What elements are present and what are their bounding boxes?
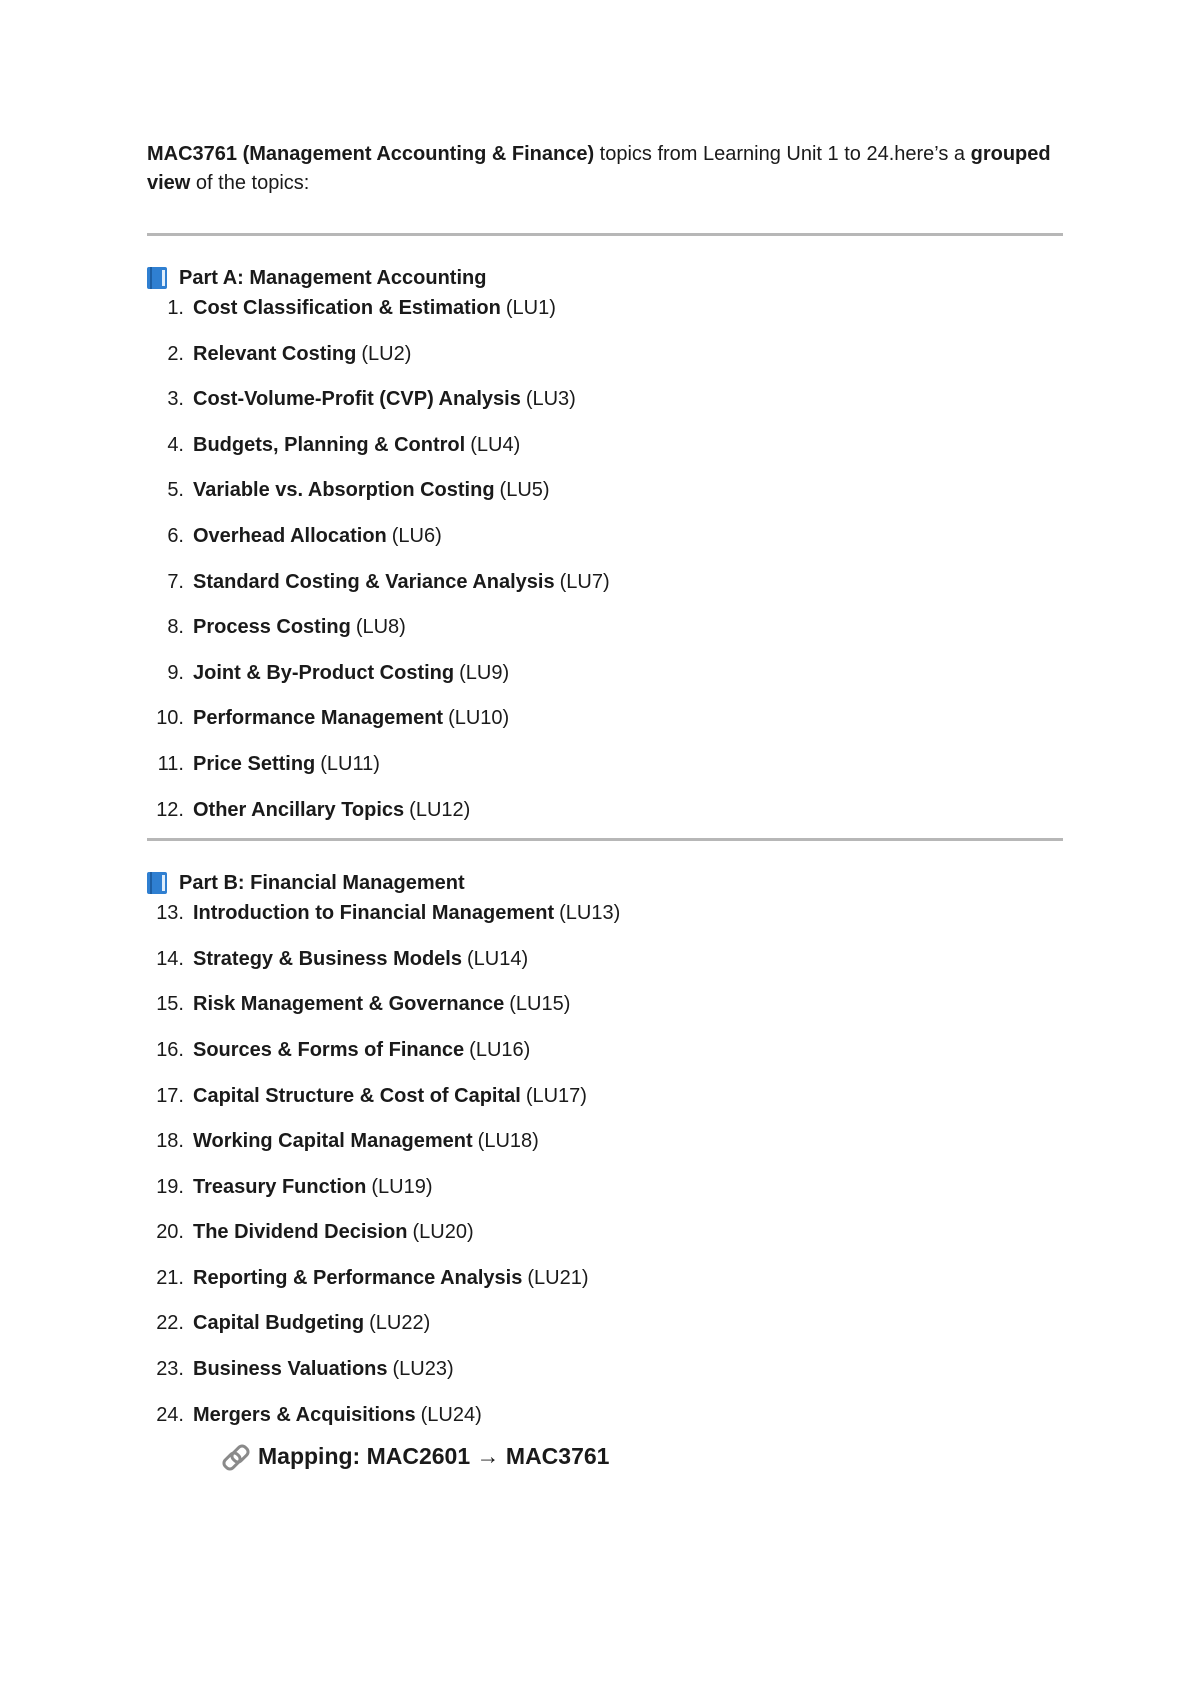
- topic-title: Standard Costing & Variance Analysis: [193, 570, 555, 593]
- topic-list-item: [147, 749, 1063, 795]
- learning-unit-code: (LU10): [448, 707, 510, 730]
- topic-list-item: [147, 339, 1063, 385]
- part-b-title: Part B: Financial Management: [179, 871, 465, 894]
- topic-title: The Dividend Decision: [193, 1221, 408, 1244]
- topic-number: 17.: [156, 1084, 184, 1107]
- document-page: [147, 140, 1063, 1473]
- topic-number: 6.: [167, 524, 184, 547]
- topic-title: Sources & Forms of Finance: [193, 1038, 465, 1061]
- part-a-heading: [147, 263, 1063, 293]
- divider: [147, 233, 1063, 236]
- blue-book-icon: [147, 872, 167, 894]
- topic-title: Risk Management & Governance: [193, 993, 505, 1016]
- intro-text: topics from Learning Unit 1 to 24.here’s a: [594, 143, 971, 165]
- topic-list-item: [147, 944, 1063, 990]
- mapping-title: Mapping: MAC2601 → MAC3761: [258, 1442, 610, 1469]
- topic-list-item: [147, 1172, 1063, 1218]
- topic-list-item: [147, 612, 1063, 658]
- topic-list-item: [147, 430, 1063, 476]
- topic-title: Variable vs. Absorption Costing: [193, 479, 495, 502]
- topic-number: 5.: [167, 479, 184, 502]
- topic-list-item: [147, 1035, 1063, 1081]
- blue-book-icon: [147, 267, 167, 289]
- topic-number: 13.: [156, 902, 184, 925]
- topic-number: 20.: [156, 1221, 184, 1244]
- learning-unit-code: (LU23): [392, 1358, 454, 1381]
- topic-list-item: [147, 293, 1063, 339]
- learning-unit-code: (LU19): [371, 1175, 433, 1198]
- topic-number: 19.: [156, 1175, 184, 1198]
- learning-unit-code: (LU15): [509, 993, 571, 1016]
- topic-list-item: [147, 521, 1063, 567]
- topic-number: 2.: [167, 342, 184, 365]
- learning-unit-code: (LU22): [369, 1312, 431, 1335]
- topic-title: Relevant Costing: [193, 342, 357, 365]
- topic-number: 4.: [167, 433, 184, 456]
- intro-paragraph: [147, 140, 1063, 198]
- topic-number: 12.: [156, 798, 184, 821]
- topic-list-item: [147, 1217, 1063, 1263]
- learning-unit-code: (LU16): [469, 1038, 531, 1061]
- topic-number: 15.: [156, 993, 184, 1016]
- topic-title: Capital Structure & Cost of Capital: [193, 1084, 521, 1107]
- topic-number: 3.: [167, 388, 184, 411]
- divider: [147, 838, 1063, 841]
- topic-list-item: [147, 1308, 1063, 1354]
- learning-unit-code: (LU6): [391, 524, 442, 547]
- topic-number: 21.: [156, 1266, 184, 1289]
- topic-list-item: [147, 1081, 1063, 1127]
- topic-number: 22.: [156, 1312, 184, 1335]
- topic-title: Capital Budgeting: [193, 1312, 365, 1335]
- learning-unit-code: (LU1): [505, 297, 556, 319]
- learning-unit-code: (LU11): [320, 752, 380, 775]
- topic-number: 9.: [167, 661, 184, 684]
- topic-number: 24.: [156, 1403, 184, 1426]
- learning-unit-code: (LU24): [420, 1403, 482, 1426]
- topic-title: Reporting & Performance Analysis: [193, 1266, 523, 1289]
- part-a-topic-list: [147, 293, 1063, 840]
- topic-title: Process Costing: [193, 616, 351, 639]
- topic-number: 1.: [167, 297, 184, 319]
- link-icon: [222, 1445, 248, 1467]
- learning-unit-code: (LU9): [459, 661, 510, 684]
- topic-list-item: [147, 1354, 1063, 1400]
- topic-number: 7.: [167, 570, 184, 593]
- topic-title: Budgets, Planning & Control: [193, 433, 466, 456]
- learning-unit-code: (LU13): [559, 902, 621, 925]
- intro-emphasis: grouped view: [147, 143, 1051, 194]
- topic-title: Business Valuations: [193, 1358, 388, 1381]
- topic-number: 23.: [156, 1358, 184, 1381]
- learning-unit-code: (LU20): [412, 1221, 474, 1244]
- topic-list-item: [147, 384, 1063, 430]
- part-a-title: Part A: Management Accounting: [179, 266, 487, 289]
- topic-title: Overhead Allocation: [193, 524, 387, 547]
- topic-list-item: [147, 989, 1063, 1035]
- topic-list-item: [147, 1263, 1063, 1309]
- learning-unit-code: (LU18): [477, 1130, 539, 1153]
- topic-list-item: [147, 567, 1063, 613]
- topic-title: Treasury Function: [193, 1175, 367, 1198]
- topic-title: Strategy & Business Models: [193, 947, 462, 970]
- topic-list-item: [147, 1126, 1063, 1172]
- course-name: MAC3761 (Management Accounting & Finance): [147, 143, 595, 165]
- topic-number: 16.: [156, 1038, 184, 1061]
- intro-text-end: of the topics:: [190, 172, 310, 194]
- topic-number: 8.: [167, 616, 184, 639]
- topic-list-item: [147, 658, 1063, 704]
- learning-unit-code: (LU17): [525, 1084, 587, 1107]
- topic-title: Working Capital Management: [193, 1130, 473, 1153]
- learning-unit-code: (LU3): [525, 388, 576, 411]
- learning-unit-code: (LU12): [409, 798, 471, 821]
- learning-unit-code: (LU21): [527, 1266, 589, 1289]
- topic-title: Mergers & Acquisitions: [193, 1403, 416, 1426]
- part-b-topic-list: [147, 898, 1063, 1445]
- learning-unit-code: (LU2): [361, 342, 412, 365]
- topic-list-item: [147, 703, 1063, 749]
- topic-title: Other Ancillary Topics: [193, 798, 405, 821]
- learning-unit-code: (LU7): [559, 570, 610, 593]
- topic-title: Performance Management: [193, 707, 444, 730]
- topic-list-item: [147, 795, 1063, 841]
- learning-unit-code: (LU5): [499, 479, 550, 502]
- topic-title: Joint & By-Product Costing: [193, 661, 455, 684]
- topic-title: Cost Classification & Estimation: [193, 297, 501, 319]
- mapping-heading: [222, 1439, 1063, 1473]
- learning-unit-code: (LU8): [355, 616, 406, 639]
- topic-number: 14.: [156, 947, 184, 970]
- topic-list-item: [147, 898, 1063, 944]
- topic-list-item: [147, 475, 1063, 521]
- learning-unit-code: (LU14): [466, 947, 529, 970]
- topic-number: 18.: [156, 1130, 184, 1153]
- learning-unit-code: (LU4): [470, 433, 521, 456]
- topic-number: 11.: [157, 752, 184, 775]
- topic-title: Cost-Volume-Profit (CVP) Analysis: [193, 388, 521, 411]
- part-b-heading: [147, 868, 1063, 898]
- topic-number: 10.: [156, 707, 184, 730]
- topic-title: Introduction to Financial Management: [193, 902, 555, 925]
- topic-title: Price Setting: [193, 752, 316, 775]
